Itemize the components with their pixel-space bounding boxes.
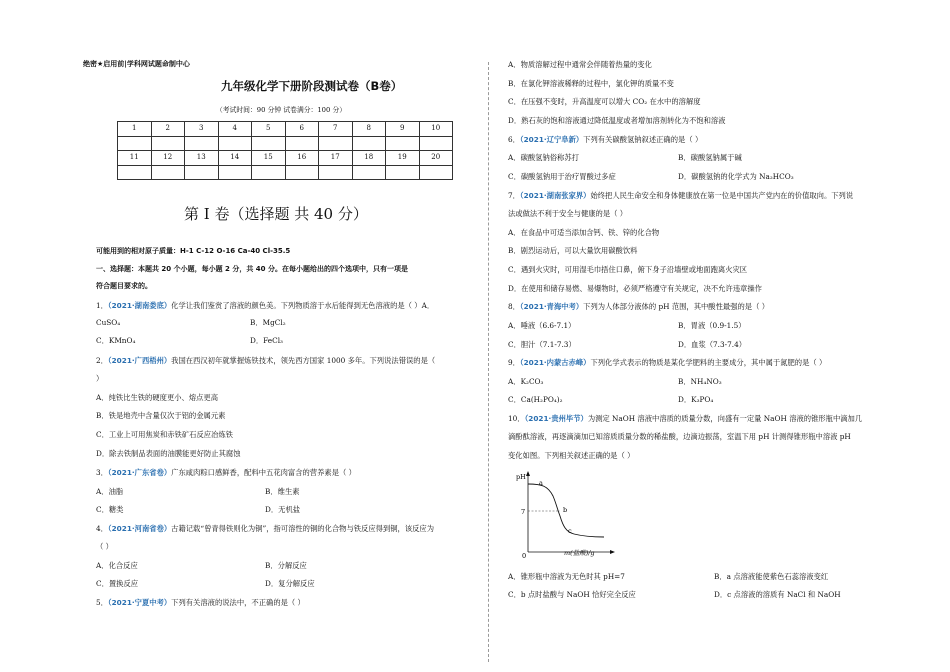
score-cell: 19 [386, 151, 420, 166]
question-5-option-a[interactable]: A．物质溶解过程中通常会伴随着热量的变化 [508, 60, 652, 69]
question-8-option-c[interactable]: C．胆汁（7.1-7.3） [508, 340, 576, 349]
question-9-option-d[interactable]: D．K₃PO₄ [678, 395, 714, 404]
question-stem: 化学让我们鉴赏了溶液的颜色美。下列物质溶于水后能得到无色溶液的是（ ）A． [171, 301, 435, 310]
question-number: 3． [96, 468, 108, 477]
question-4 [96, 524, 434, 534]
score-cell: 17 [319, 151, 353, 166]
question-stem: 为测定 NaOH 溶液中溶质的质量分数，向盛有一定量 NaOH 溶液的锥形瓶中滴加几 [587, 414, 863, 423]
score-cell: 12 [151, 151, 185, 166]
question-6 [508, 135, 702, 145]
question-9 [508, 358, 826, 368]
question-7-option-d[interactable]: D．在使用和储存易燃、易爆物时，必须严格遵守有关规定，决不允许违章操作 [508, 284, 762, 293]
y-axis-arrow [526, 471, 530, 476]
score-cell: 10 [419, 122, 453, 137]
point-b-label: b [563, 506, 568, 514]
question-10 [508, 414, 862, 424]
question-number: 2． [96, 356, 108, 365]
question-4-option-a[interactable]: A．化合反应 [96, 561, 138, 570]
question-stem: 古籍记载“曾青得铁则化为铜”，指可溶性的铜的化合物与铁反应得到铜，该反应为 [171, 524, 435, 533]
question-8-option-b[interactable]: B．胃液（0.9-1.5） [678, 321, 746, 330]
question-number: 4． [96, 524, 108, 533]
question-4-stem-end: （ ） [96, 542, 113, 551]
answer-cell[interactable] [218, 165, 252, 180]
question-6-option-c[interactable]: C．碳酸氢钠用于治疗胃酸过多症 [508, 172, 616, 181]
score-table-answer-row-2 [118, 165, 453, 180]
answer-cell[interactable] [386, 136, 420, 151]
column-divider [488, 62, 489, 662]
question-9-option-c[interactable]: C．Ca(H₂PO₄)₂ [508, 395, 563, 404]
answer-cell[interactable] [419, 165, 453, 180]
x-axis-arrow [610, 550, 615, 554]
score-cell: 6 [285, 122, 319, 137]
question-source: （2021·内蒙古赤峰） [519, 358, 591, 367]
answer-cell[interactable] [118, 165, 152, 180]
y-axis-label: pH [516, 473, 526, 481]
question-number: 9． [508, 358, 520, 367]
answer-cell[interactable] [419, 136, 453, 151]
question-number: 1． [96, 301, 108, 310]
question-6-option-b[interactable]: B．碳酸氢钠属于碱 [678, 153, 742, 162]
question-source: （2021·贵州毕节） [524, 414, 588, 423]
score-cell: 4 [218, 122, 252, 137]
answer-cell[interactable] [252, 136, 286, 151]
atomic-masses: 可能用到的相对原子质量：H-1 C-12 O-16 Ca-40 Cl-35.5 [96, 247, 291, 255]
score-cell: 5 [252, 122, 286, 137]
question-2-option-c[interactable]: C．工业上可用焦炭和赤铁矿石反应冶炼铁 [96, 430, 233, 439]
question-5 [96, 598, 305, 608]
question-number: 10． [508, 414, 525, 423]
question-stem: 下列为人体部分液体的 pH 范围，其中酸性最强的是（ ） [583, 302, 769, 311]
score-cell: 3 [185, 122, 219, 137]
question-9-option-b[interactable]: B．NH₄NO₃ [678, 377, 722, 386]
ph7-tick-label: 7 [521, 508, 526, 516]
question-3-option-d[interactable]: D．无机盐 [265, 505, 301, 514]
answer-cell[interactable] [352, 136, 386, 151]
question-stem: 下列有关溶液的说法中，不正确的是（ ） [171, 598, 305, 607]
exam-info: （考试时间：90 分钟 试卷满分：100 分） [216, 106, 347, 114]
answer-cell[interactable] [285, 136, 319, 151]
question-2 [96, 356, 435, 366]
ph-graph [508, 470, 618, 560]
x-axis-label: m(盐酸)/g [564, 549, 595, 557]
section-instruction-line-1: 一、选择题：本题共 20 个小题，每小题 2 分，共 40 分。在每小题给出的四个选项中，只有一项是 [96, 265, 408, 273]
question-number: 6． [508, 135, 520, 144]
question-2-option-a[interactable]: A．纯铁比生铁的硬度更小、熔点更高 [96, 393, 219, 402]
score-cell: 2 [151, 122, 185, 137]
answer-cell[interactable] [151, 165, 185, 180]
question-10-stem-line-2: 滴酚酞溶液，再逐滴滴加已知溶质质量分数的稀盐酸，边滴边振荡，室温下用 pH 计测得锥形瓶中溶液 pH [508, 432, 851, 441]
score-table [117, 121, 453, 180]
question-source: （2021·广东省卷） [107, 468, 172, 477]
question-source: （2021·湖南娄底） [107, 301, 172, 310]
question-3 [96, 468, 356, 478]
score-table-header-row-1 [118, 122, 453, 137]
question-8-option-a[interactable]: A．唾液（6.6-7.1） [508, 321, 576, 330]
confidential-header: 绝密★启用前|学科网试题命制中心 [83, 60, 190, 68]
volume-title: 第 I 卷（选择题 共 40 分） [184, 205, 368, 223]
question-5-option-c[interactable]: C．在压强不变时，升高温度可以增大 CO₂ 在水中的溶解度 [508, 97, 701, 106]
question-3-option-c[interactable]: C．糖类 [96, 505, 124, 514]
question-source: （2021·宁夏中考） [107, 598, 172, 607]
question-5-option-b[interactable]: B．在氯化钾溶液稀释的过程中，氯化钾的质量不变 [508, 79, 674, 88]
score-cell: 7 [319, 122, 353, 137]
score-cell: 16 [285, 151, 319, 166]
question-5-option-d[interactable]: D．熟石灰的饱和溶液通过降低温度或者增加溶剂转化为不饱和溶液 [508, 116, 726, 125]
question-1-option-a-text: CuSO₄ [96, 318, 121, 327]
score-cell: 20 [419, 151, 453, 166]
question-source: （2021·辽宁阜新） [519, 135, 584, 144]
answer-cell[interactable] [352, 165, 386, 180]
question-1-option-d[interactable]: D．FeCl₃ [250, 336, 283, 345]
score-cell: 9 [386, 122, 420, 137]
score-cell: 1 [118, 122, 152, 137]
answer-cell[interactable] [252, 165, 286, 180]
question-2-option-d[interactable]: D．除去铁制品表面的油膜能更好防止其腐蚀 [96, 449, 241, 458]
question-7-stem-end: 法或做法不利于安全与健康的是（ ） [508, 209, 628, 218]
question-number: 5． [96, 598, 108, 607]
score-cell: 8 [352, 122, 386, 137]
question-6-option-a[interactable]: A．碳酸氢钠俗称苏打 [508, 153, 579, 162]
question-8 [508, 302, 769, 312]
question-number: 7． [508, 191, 520, 200]
question-9-option-a[interactable]: A．K₂CO₃ [508, 377, 544, 386]
question-6-option-d[interactable]: D．碳酸氢钠的化学式为 Na₂HCO₃ [678, 172, 794, 181]
question-10-option-d[interactable]: D．c 点溶液的溶质有 NaCl 和 NaOH [714, 590, 841, 599]
answer-cell[interactable] [319, 136, 353, 151]
question-10-stem-line-3: 变化如图。下列相关叙述正确的是（ ） [508, 451, 635, 460]
question-stem: 下列化学式表示的物质是某化学肥料的主要成分，其中属于氮肥的是（ ） [590, 358, 827, 367]
question-7 [508, 191, 853, 201]
point-a-label: a [539, 479, 543, 487]
score-table-answer-row-1 [118, 136, 453, 151]
answer-cell[interactable] [319, 165, 353, 180]
score-cell: 13 [185, 151, 219, 166]
question-3-option-a[interactable]: A．油脂 [96, 487, 124, 496]
question-8-option-d[interactable]: D．血浆（7.3-7.4） [678, 340, 747, 349]
score-cell: 14 [218, 151, 252, 166]
question-10-option-c[interactable]: C．b 点时盐酸与 NaOH 恰好完全反应 [508, 590, 636, 599]
question-1-option-c[interactable]: C．KMnO₄ [96, 336, 136, 345]
answer-cell[interactable] [118, 136, 152, 151]
question-2-option-b[interactable]: B．铁是地壳中含量仅次于铝的金属元素 [96, 411, 226, 420]
origin-label: 0 [522, 552, 527, 560]
question-number: 8． [508, 302, 520, 311]
score-cell: 11 [118, 151, 152, 166]
question-source: （2021·湖南张家界） [519, 191, 591, 200]
score-table-header-row-2 [118, 151, 453, 166]
question-stem: 广东咸肉粽口感鲜香，配料中五花肉富含的营养素是（ ） [171, 468, 356, 477]
question-7-option-b[interactable]: B．剧烈运动后，可以大量饮用碳酸饮料 [508, 246, 638, 255]
score-cell: 15 [252, 151, 286, 166]
answer-cell[interactable] [285, 165, 319, 180]
question-stem: 我国在西汉初年就掌握炼铁技术，领先西方国家 1000 多年。下列说法错误的是（ [171, 356, 436, 365]
question-1-option-b[interactable]: B．MgCl₂ [250, 318, 286, 327]
question-3-option-b[interactable]: B．维生素 [265, 487, 300, 496]
answer-cell[interactable] [151, 136, 185, 151]
answer-cell[interactable] [185, 165, 219, 180]
question-4-option-d[interactable]: D．复分解反应 [265, 579, 315, 588]
question-1 [96, 301, 434, 311]
question-7-option-a[interactable]: A．在食品中可适当添加含钙、铁、锌的化合物 [508, 228, 660, 237]
question-2-stem-end: ） [96, 374, 104, 383]
question-7-option-c[interactable]: C．遇到火灾时，可用湿毛巾捂住口鼻，俯下身子沿墙壁或地面跑离火灾区 [508, 265, 748, 274]
answer-cell[interactable] [185, 136, 219, 151]
question-4-option-b[interactable]: B．分解反应 [265, 561, 307, 570]
exam-title: 九年级化学下册阶段测试卷（B卷） [221, 79, 403, 93]
point-c-label: c [568, 527, 572, 535]
question-10-option-b[interactable]: B．a 点溶液能使紫色石蕊溶液变红 [714, 572, 829, 581]
question-4-option-c[interactable]: C．置换反应 [96, 579, 139, 588]
question-stem: 始终把人民生命安全和身体健康放在第一位是中国共产党内在的价值取向。下列说 [590, 191, 854, 200]
question-source: （2021·青海中考） [519, 302, 584, 311]
question-10-option-a[interactable]: A．锥形瓶中溶液为无色时其 pH=7 [508, 572, 625, 581]
answer-cell[interactable] [386, 165, 420, 180]
question-stem: 下列有关碳酸氢钠叙述正确的是（ ） [583, 135, 703, 144]
question-source: （2021·河南省卷） [107, 524, 172, 533]
score-cell: 18 [352, 151, 386, 166]
question-source: （2021·广西梧州） [107, 356, 172, 365]
answer-cell[interactable] [218, 136, 252, 151]
section-instruction-line-2: 符合题目要求的。 [96, 282, 152, 290]
